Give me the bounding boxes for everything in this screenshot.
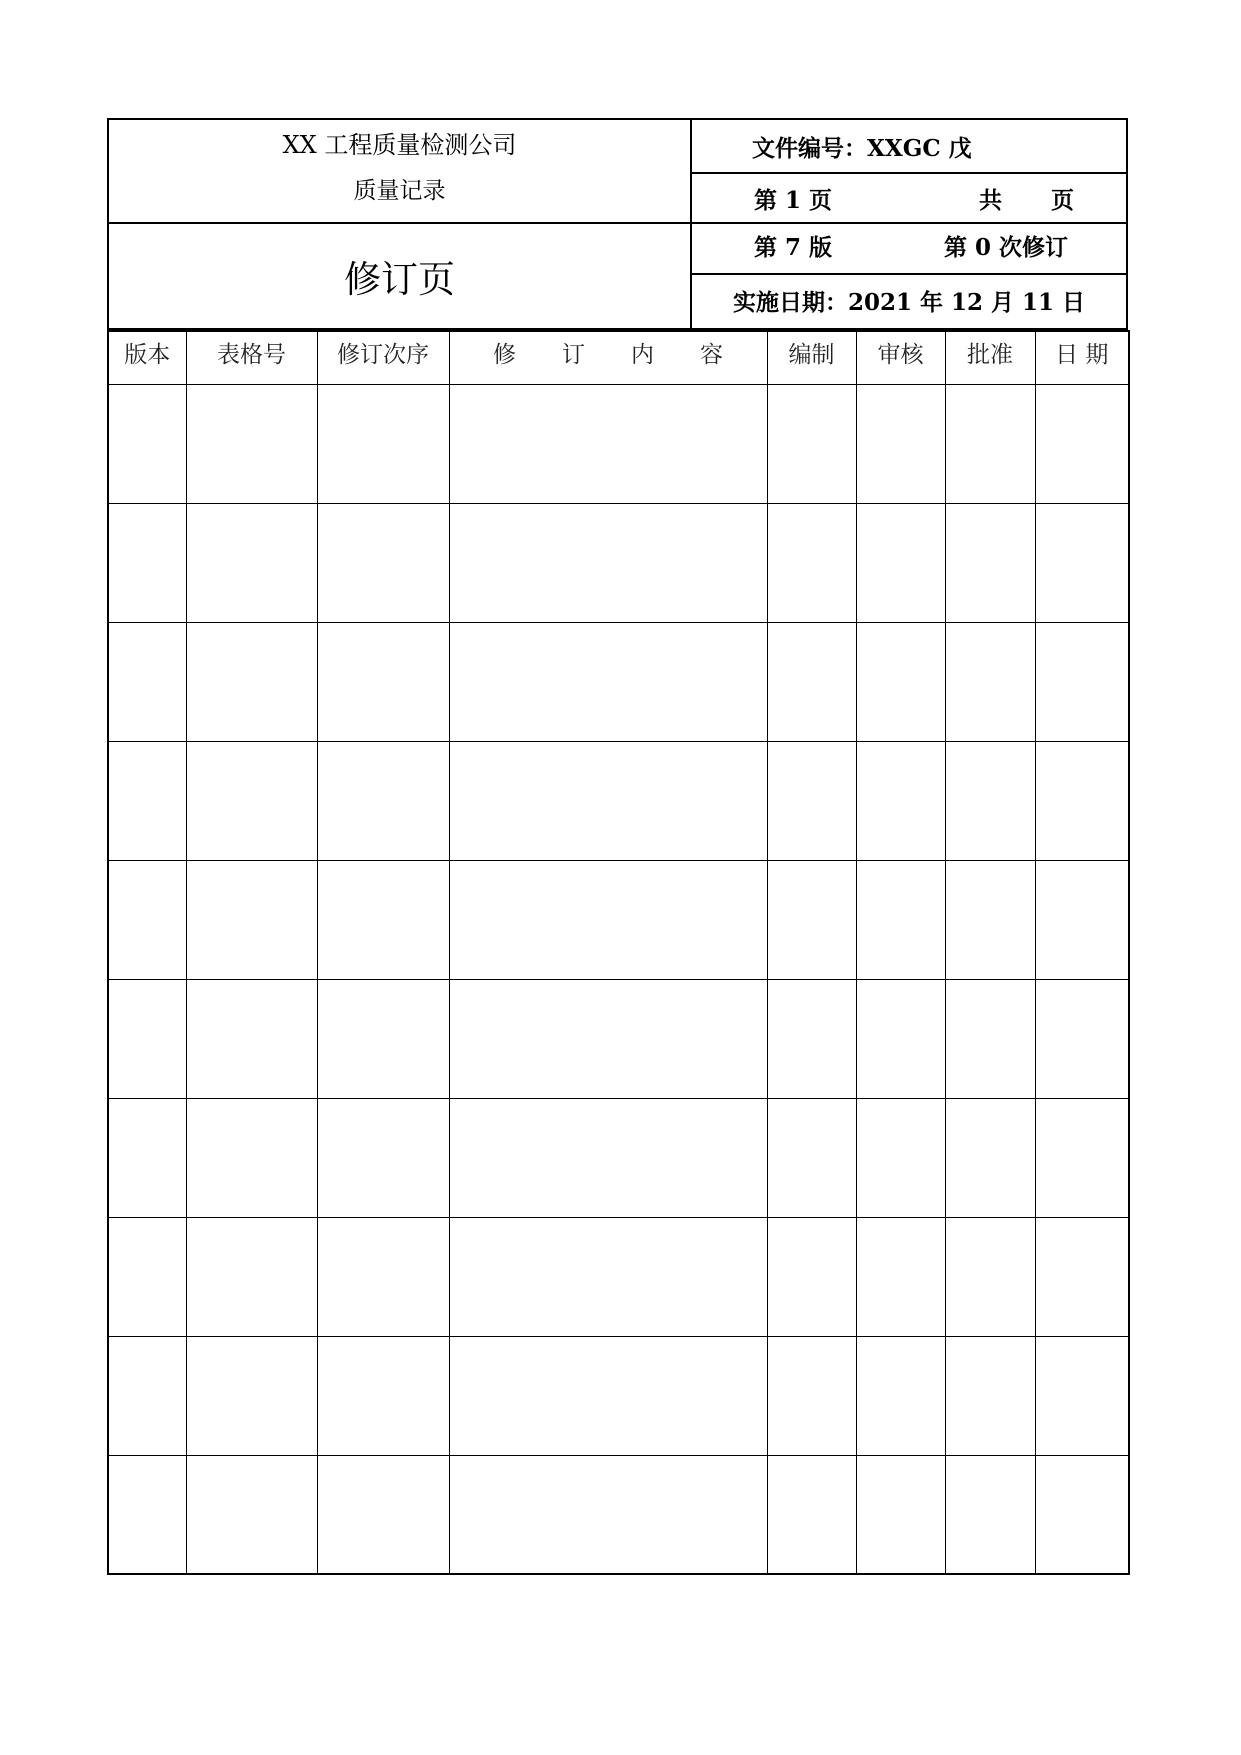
column-header-reviewed-by: 审核 xyxy=(856,331,945,384)
revision-count: 第 0 次修订 xyxy=(944,233,1069,261)
table-cell[interactable] xyxy=(186,503,317,622)
table-cell[interactable] xyxy=(186,860,317,979)
table-cell[interactable] xyxy=(945,1455,1035,1574)
table-cell[interactable] xyxy=(767,384,856,503)
table-cell[interactable] xyxy=(317,384,449,503)
table-cell[interactable] xyxy=(449,979,767,1098)
table-cell[interactable] xyxy=(856,860,945,979)
table-cell[interactable] xyxy=(767,860,856,979)
table-cell[interactable] xyxy=(108,384,186,503)
table-cell[interactable] xyxy=(108,503,186,622)
table-cell[interactable] xyxy=(1035,1217,1129,1336)
table-cell[interactable] xyxy=(856,503,945,622)
table-cell[interactable] xyxy=(767,1336,856,1455)
table-cell[interactable] xyxy=(186,741,317,860)
table-cell[interactable] xyxy=(449,622,767,741)
table-cell[interactable] xyxy=(108,1336,186,1455)
table-cell[interactable] xyxy=(186,1455,317,1574)
revision-table xyxy=(107,330,1130,1575)
table-cell[interactable] xyxy=(1035,622,1129,741)
table-cell[interactable] xyxy=(945,741,1035,860)
table-cell[interactable] xyxy=(1035,384,1129,503)
table-cell[interactable] xyxy=(108,622,186,741)
table-cell[interactable] xyxy=(108,979,186,1098)
table-cell[interactable] xyxy=(186,384,317,503)
table-row xyxy=(108,1455,1129,1574)
table-cell[interactable] xyxy=(186,622,317,741)
table-cell[interactable] xyxy=(856,1217,945,1336)
table-cell[interactable] xyxy=(186,1217,317,1336)
table-cell[interactable] xyxy=(856,384,945,503)
table-cell[interactable] xyxy=(856,1098,945,1217)
table-cell[interactable] xyxy=(108,860,186,979)
doc-number: 文件编号：XXGC 戊 xyxy=(752,134,972,162)
table-cell[interactable] xyxy=(945,622,1035,741)
edition: 第 7 版 xyxy=(754,233,833,261)
table-cell[interactable] xyxy=(767,741,856,860)
column-header-version: 版本 xyxy=(108,331,186,384)
table-cell[interactable] xyxy=(317,1336,449,1455)
table-cell[interactable] xyxy=(945,1217,1035,1336)
table-cell[interactable] xyxy=(856,622,945,741)
table-cell[interactable] xyxy=(449,1098,767,1217)
table-cell[interactable] xyxy=(186,979,317,1098)
table-cell[interactable] xyxy=(767,1098,856,1217)
table-cell[interactable] xyxy=(767,622,856,741)
table-cell[interactable] xyxy=(449,1455,767,1574)
column-header-revision-order: 修订次序 xyxy=(317,331,449,384)
table-cell[interactable] xyxy=(317,1217,449,1336)
table-row xyxy=(108,860,1129,979)
table-row xyxy=(108,622,1129,741)
table-cell[interactable] xyxy=(1035,1336,1129,1455)
table-cell[interactable] xyxy=(317,622,449,741)
table-cell[interactable] xyxy=(317,1098,449,1217)
page-current: 第 1 页 xyxy=(754,186,833,214)
page-total: 共 页 xyxy=(979,186,1081,214)
table-cell[interactable] xyxy=(856,1455,945,1574)
table-cell[interactable] xyxy=(317,503,449,622)
table-cell[interactable] xyxy=(945,384,1035,503)
page-title: 修订页 xyxy=(344,258,455,301)
table-header-row xyxy=(108,331,1129,384)
table-cell[interactable] xyxy=(767,979,856,1098)
table-cell[interactable] xyxy=(945,860,1035,979)
document-header xyxy=(107,118,1128,330)
table-cell[interactable] xyxy=(1035,741,1129,860)
effective-date: 实施日期：2021 年 12 月 11 日 xyxy=(732,288,1086,316)
table-cell[interactable] xyxy=(108,741,186,860)
table-cell[interactable] xyxy=(945,1098,1035,1217)
table-row xyxy=(108,384,1129,503)
table-row xyxy=(108,979,1129,1098)
table-cell[interactable] xyxy=(1035,979,1129,1098)
table-cell[interactable] xyxy=(449,741,767,860)
table-cell[interactable] xyxy=(945,503,1035,622)
table-cell[interactable] xyxy=(767,1217,856,1336)
column-header-revision-content: 修 订 内 容 xyxy=(449,331,767,384)
table-cell[interactable] xyxy=(767,1455,856,1574)
table-cell[interactable] xyxy=(108,1217,186,1336)
table-row xyxy=(108,503,1129,622)
table-cell[interactable] xyxy=(108,1455,186,1574)
table-cell[interactable] xyxy=(449,1336,767,1455)
company-name: XX 工程质量检测公司 xyxy=(282,130,517,159)
table-cell[interactable] xyxy=(945,1336,1035,1455)
table-cell[interactable] xyxy=(856,979,945,1098)
table-cell[interactable] xyxy=(945,979,1035,1098)
table-cell[interactable] xyxy=(449,860,767,979)
table-cell[interactable] xyxy=(449,1217,767,1336)
table-row xyxy=(108,1098,1129,1217)
table-cell[interactable] xyxy=(317,860,449,979)
table-cell[interactable] xyxy=(856,1336,945,1455)
table-cell[interactable] xyxy=(1035,503,1129,622)
table-cell[interactable] xyxy=(1035,1455,1129,1574)
record-type: 质量记录 xyxy=(353,177,446,204)
table-cell[interactable] xyxy=(317,1455,449,1574)
column-header-approved-by: 批准 xyxy=(945,331,1035,384)
table-cell[interactable] xyxy=(108,1098,186,1217)
table-cell[interactable] xyxy=(449,384,767,503)
table-cell[interactable] xyxy=(186,1098,317,1217)
table-cell[interactable] xyxy=(856,741,945,860)
column-header-date: 日 期 xyxy=(1035,331,1129,384)
table-cell[interactable] xyxy=(449,503,767,622)
column-header-form-number: 表格号 xyxy=(186,331,317,384)
column-header-prepared-by: 编制 xyxy=(767,331,856,384)
table-cell[interactable] xyxy=(767,503,856,622)
table-cell[interactable] xyxy=(317,741,449,860)
table-cell[interactable] xyxy=(1035,860,1129,979)
table-row xyxy=(108,741,1129,860)
table-row xyxy=(108,1217,1129,1336)
table-cell[interactable] xyxy=(1035,1098,1129,1217)
table-cell[interactable] xyxy=(317,979,449,1098)
table-row xyxy=(108,1336,1129,1455)
table-cell[interactable] xyxy=(186,1336,317,1455)
